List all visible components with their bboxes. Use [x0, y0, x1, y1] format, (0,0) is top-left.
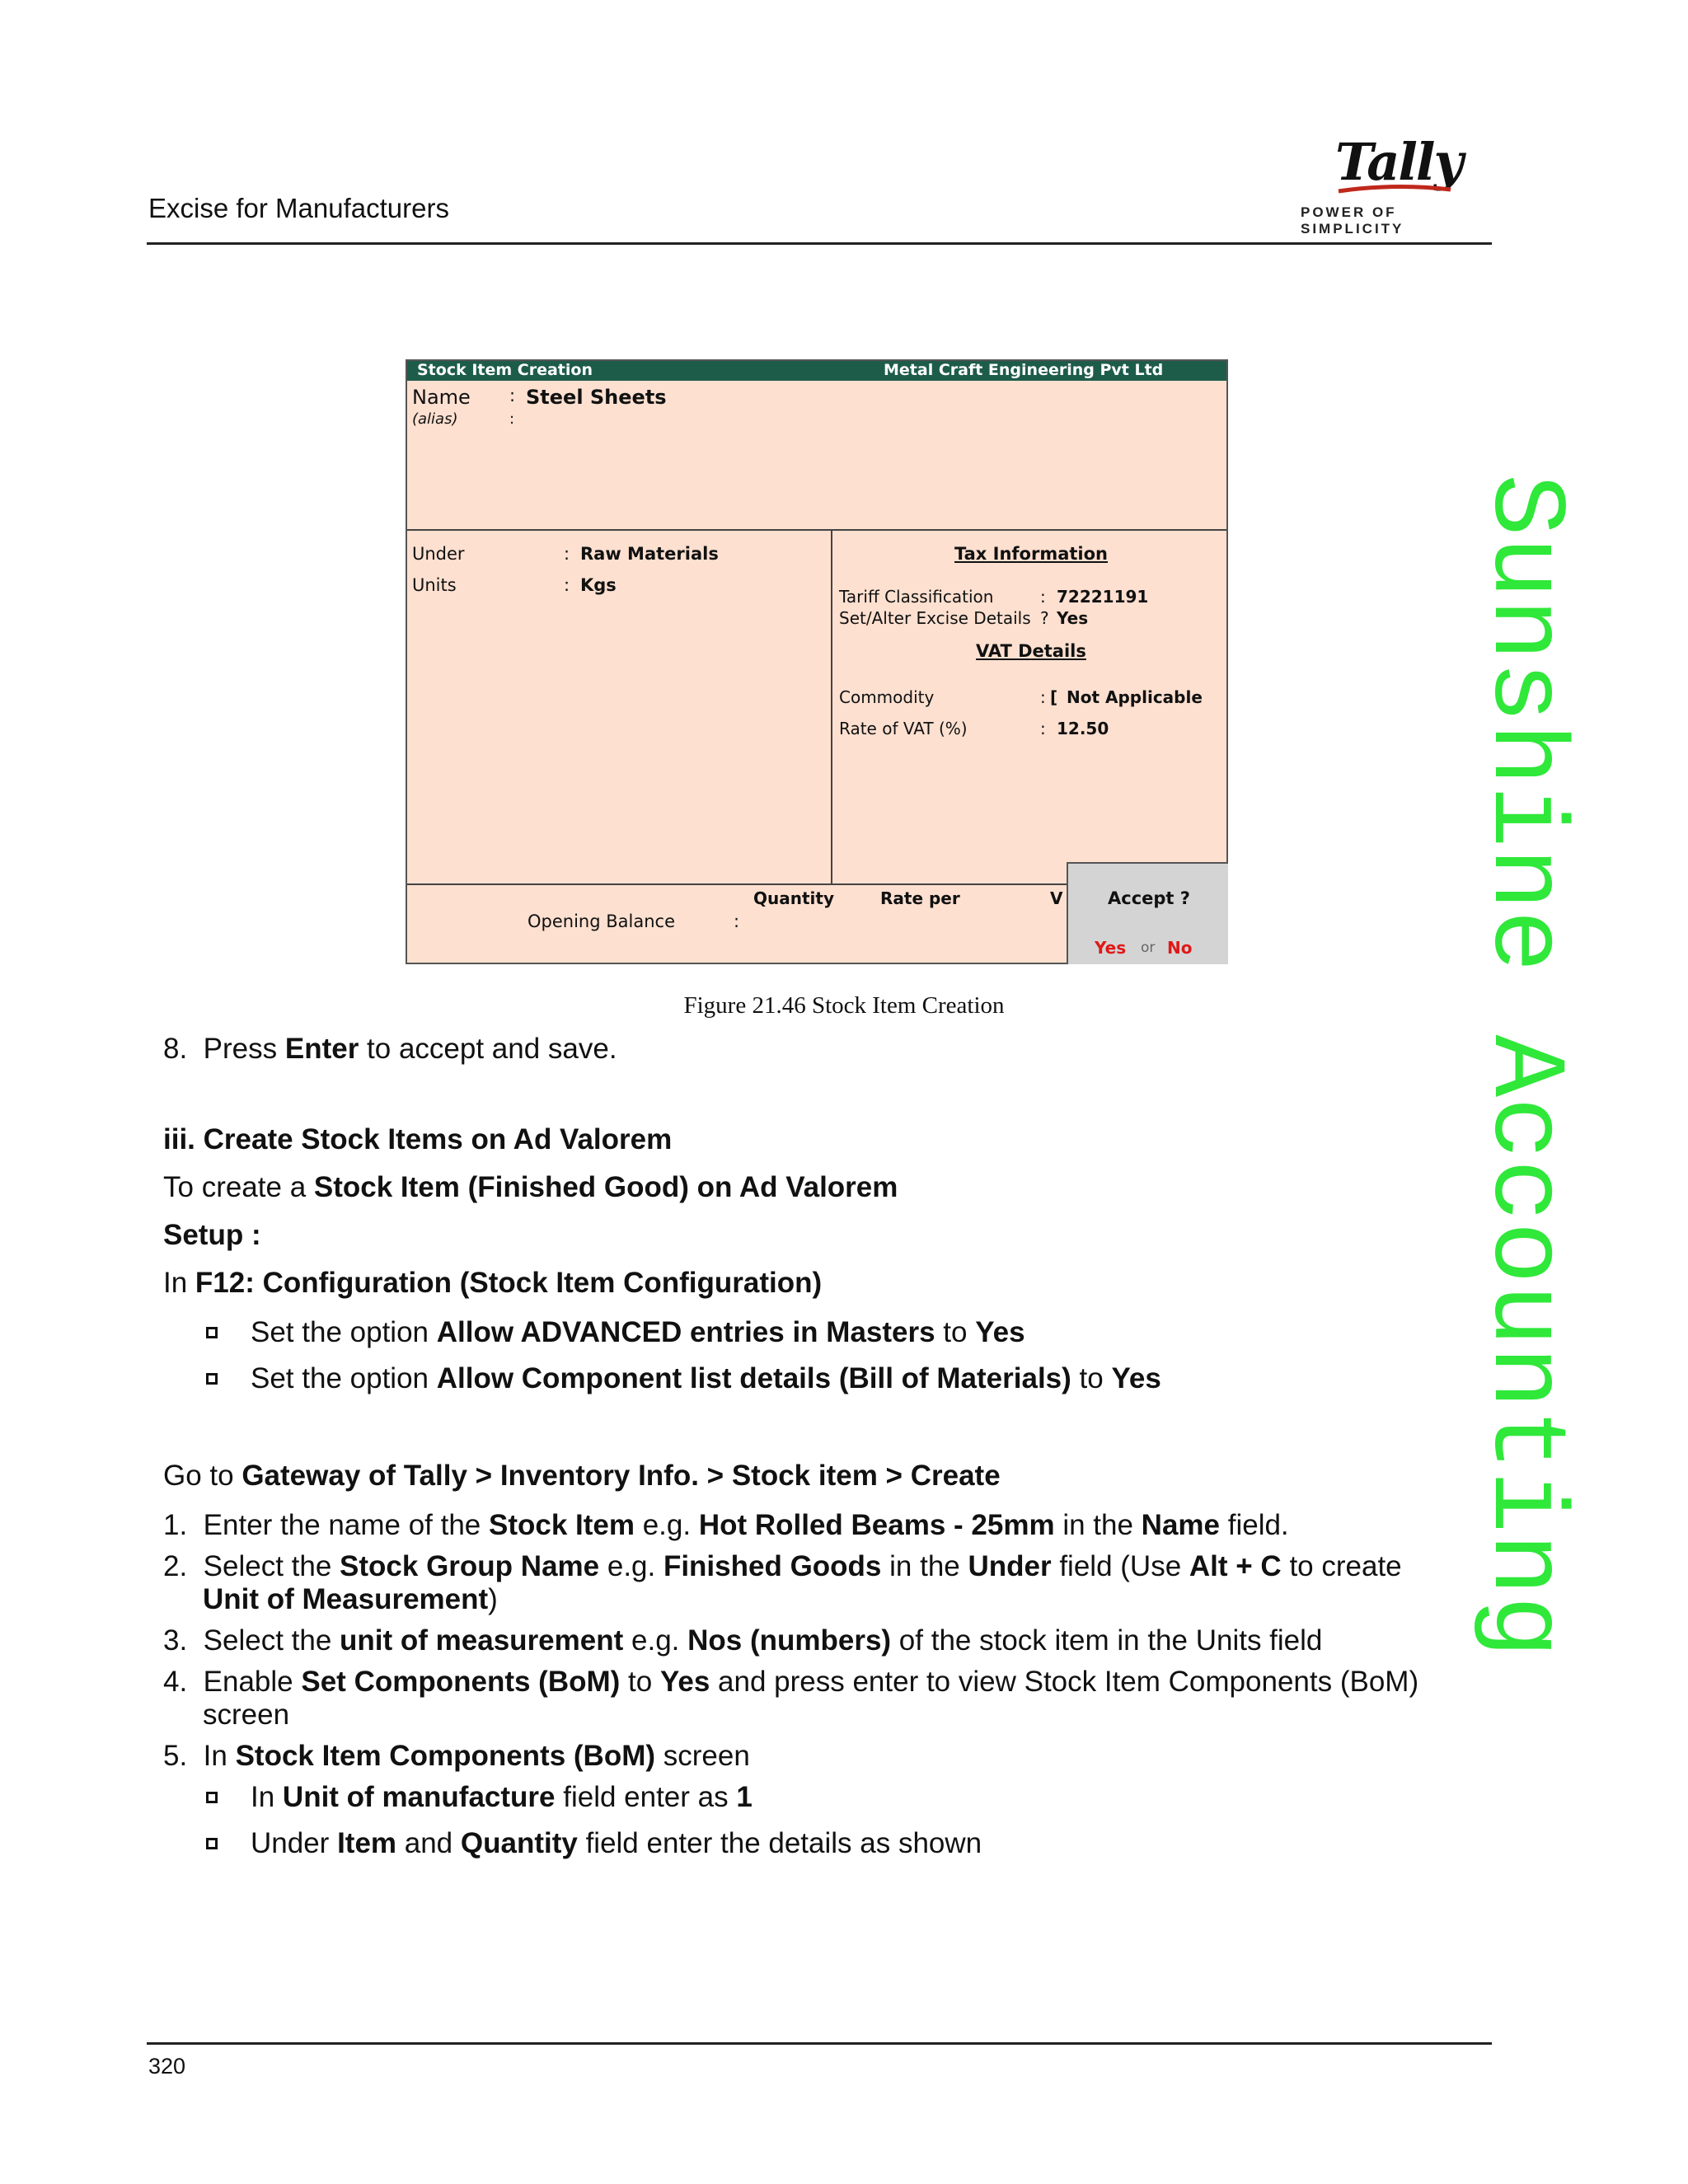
bold-text: Alt + C	[1189, 1550, 1282, 1582]
running-header-title: Excise for Manufacturers	[148, 193, 449, 223]
text: and	[396, 1827, 461, 1859]
vat-rate-field[interactable]: 12.50	[1057, 719, 1109, 738]
text: field (Use	[1051, 1550, 1189, 1582]
step-number: 5.	[163, 1740, 188, 1772]
excise-details-field[interactable]: Yes	[1057, 608, 1089, 628]
rate-per-column-header: Rate per	[880, 888, 960, 908]
bold-text: Under	[968, 1550, 1052, 1582]
text: to create	[1281, 1550, 1402, 1582]
excise-details-separator: ?	[1040, 608, 1049, 628]
bold-text: Stock Item (Finished Good) on Ad Valorem	[313, 1171, 898, 1203]
bold-text: Name	[1141, 1509, 1220, 1541]
tax-information-heading: Tax Information	[954, 544, 1108, 564]
text: In	[203, 1740, 236, 1772]
excise-details-label: Set/Alter Excise Details	[839, 608, 1031, 628]
tariff-colon: :	[1040, 587, 1046, 607]
commodity-label: Commodity	[839, 687, 935, 707]
column-divider	[831, 529, 832, 883]
text: e.g.	[634, 1509, 699, 1541]
accept-dialog	[1067, 862, 1228, 964]
stock-item-creation-screen	[406, 359, 1228, 964]
bold-text: Yes	[1111, 1362, 1161, 1394]
step-number: 1.	[163, 1509, 188, 1541]
text: to accept and save.	[359, 1033, 617, 1065]
bold-text: Enter	[284, 1033, 359, 1065]
bullet-icon	[206, 1327, 218, 1338]
units-colon: :	[564, 575, 570, 595]
alias-colon: :	[509, 410, 515, 428]
section-heading: iii. Create Stock Items on Ad Valorem	[163, 1123, 673, 1155]
under-label: Under	[412, 544, 465, 564]
under-field[interactable]: Raw Materials	[580, 544, 719, 564]
tariff-label: Tariff Classification	[839, 587, 994, 607]
text: Set the option	[251, 1316, 437, 1348]
text: and press enter to view Stock Item Components (BoM)	[710, 1666, 1419, 1698]
opening-balance-divider	[407, 883, 1067, 885]
commodity-colon: :	[1040, 687, 1046, 707]
name-colon: :	[509, 386, 516, 405]
tariff-field[interactable]: 72221191	[1057, 587, 1149, 607]
bold-text: Gateway of Tally > Inventory Info. > Stock item > Create	[241, 1460, 1001, 1492]
step-1	[163, 1508, 1289, 1543]
bold-text: 1	[736, 1781, 753, 1813]
step5-bullet-2	[251, 1826, 982, 1861]
name-section-divider	[407, 529, 1226, 531]
commodity-prefix: [	[1050, 687, 1058, 707]
header-divider	[147, 242, 1492, 245]
bullet-icon	[206, 1373, 218, 1385]
text: field enter as	[555, 1781, 737, 1813]
screen-title-bar	[407, 361, 1226, 381]
text: Enable	[203, 1666, 302, 1698]
name-field[interactable]: Steel Sheets	[526, 386, 667, 409]
step5-bullet-1	[251, 1780, 753, 1815]
under-colon: :	[564, 544, 570, 564]
text: to	[620, 1666, 660, 1698]
text: Select the	[203, 1624, 340, 1657]
bold-text: Set Components (BoM)	[301, 1666, 621, 1698]
accept-yes-button[interactable]: Yes	[1095, 938, 1127, 958]
bold-text: Unit of manufacture	[282, 1781, 556, 1813]
accept-prompt: Accept ?	[1108, 888, 1190, 908]
goto-line	[163, 1459, 1001, 1493]
vat-rate-label: Rate of VAT (%)	[839, 719, 968, 738]
commodity-field[interactable]: Not Applicable	[1067, 687, 1203, 707]
text: Enter the name of the	[203, 1509, 489, 1541]
text: Press	[203, 1033, 285, 1065]
logo-swash-icon	[1337, 183, 1452, 194]
step-number: 3.	[163, 1624, 188, 1657]
text: To create a	[163, 1171, 314, 1203]
value-column-header: V	[1050, 888, 1063, 908]
config-line	[163, 1266, 822, 1301]
bold-text: Stock Item Components (BoM)	[235, 1740, 656, 1772]
bullet-icon	[206, 1838, 218, 1849]
opening-balance-label: Opening Balance	[528, 912, 675, 931]
name-label: Name	[412, 386, 471, 409]
footer-divider	[147, 2042, 1492, 2045]
bullet-icon	[206, 1792, 218, 1803]
logo-wordmark: Tally	[1335, 132, 1462, 192]
page-number: 320	[148, 2054, 186, 2079]
text: to	[935, 1316, 976, 1348]
bold-text: Yes	[975, 1316, 1025, 1348]
screen-title: Stock Item Creation	[417, 361, 593, 379]
step-4-continued: screen	[203, 1699, 290, 1731]
bold-text: Quantity	[460, 1827, 578, 1859]
step-3	[163, 1624, 1322, 1658]
bold-text: unit of measurement	[340, 1624, 624, 1657]
watermark: Sunshine Accounting	[1465, 474, 1582, 1658]
config-bullet-2	[251, 1361, 1161, 1396]
step-2-continued	[203, 1582, 498, 1617]
bold-text: Finished Goods	[663, 1550, 882, 1582]
text: of the stock item in the Units field	[891, 1624, 1323, 1657]
figure-caption: Figure 21.46 Stock Item Creation	[683, 992, 1005, 1019]
text: e.g.	[599, 1550, 663, 1582]
text: In	[251, 1781, 283, 1813]
config-bullet-1	[251, 1315, 1025, 1350]
text: in the	[881, 1550, 968, 1582]
step-number: 2.	[163, 1550, 188, 1582]
bold-text: Hot Rolled Beams - 25mm	[698, 1509, 1055, 1541]
tally-logo	[1286, 132, 1492, 237]
text: Select the	[203, 1550, 340, 1582]
text: screen	[655, 1740, 750, 1772]
step-number: 4.	[163, 1666, 188, 1698]
step-8	[163, 1032, 617, 1066]
company-name: Metal Craft Engineering Pvt Ltd	[884, 361, 1164, 379]
bold-text: Unit of Measurement	[203, 1583, 489, 1615]
text: field.	[1220, 1509, 1289, 1541]
accept-no-button[interactable]: No	[1167, 938, 1193, 958]
setup-heading: Setup :	[163, 1219, 261, 1251]
step-5	[163, 1739, 750, 1774]
intro-line	[163, 1170, 898, 1205]
units-label: Units	[412, 575, 457, 595]
text: e.g.	[623, 1624, 688, 1657]
vat-details-heading: VAT Details	[976, 641, 1086, 661]
vat-rate-colon: :	[1040, 719, 1046, 738]
units-field[interactable]: Kgs	[580, 575, 617, 595]
text: Set the option	[251, 1362, 437, 1394]
step-2	[163, 1549, 1402, 1584]
bold-text: Stock Group Name	[340, 1550, 600, 1582]
quantity-column-header: Quantity	[753, 888, 834, 908]
text: in the	[1054, 1509, 1142, 1541]
bold-text: Item	[337, 1827, 397, 1859]
bold-text: F12: Configuration (Stock Item Configuration)	[195, 1267, 823, 1299]
bold-text: Yes	[659, 1666, 710, 1698]
text: Under	[251, 1827, 338, 1859]
opening-balance-colon: :	[734, 912, 740, 931]
accept-or-text: or	[1141, 940, 1156, 956]
bold-text: Stock Item	[488, 1509, 635, 1541]
text: to	[1071, 1362, 1112, 1394]
text: In	[163, 1267, 195, 1299]
bold-text: Allow ADVANCED entries in Masters	[436, 1316, 935, 1348]
text: )	[488, 1583, 498, 1615]
step-number: 8.	[163, 1033, 188, 1065]
logo-tagline: POWER OF SIMPLICITY	[1301, 204, 1404, 237]
bold-text: Nos (numbers)	[687, 1624, 892, 1657]
text: field enter the details as shown	[577, 1827, 982, 1859]
bold-text: Allow Component list details (Bill of Materials)	[436, 1362, 1071, 1394]
alias-label: (alias)	[412, 410, 458, 428]
step-4	[163, 1665, 1418, 1699]
text: Go to	[163, 1460, 242, 1492]
